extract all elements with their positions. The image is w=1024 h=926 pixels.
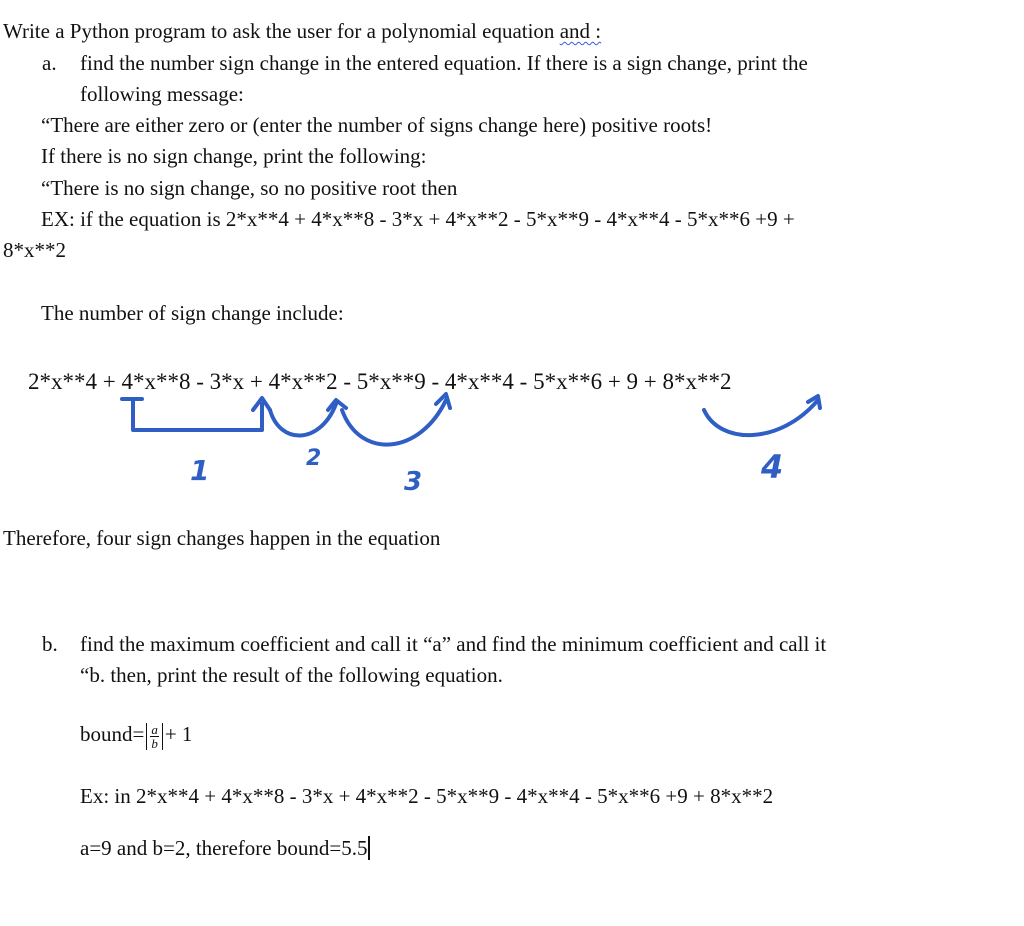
annotated-equation: 2*x**4 + 4*x**8 - 3*x + 4*x**2 - 5*x**9 - 4*x**4 - 5*x**6 + 9 + 8*x**2 [28, 369, 732, 394]
mark-label-2: 2 [306, 446, 322, 471]
part-b-example: Ex: in 2*x**4 + 4*x**8 - 3*x + 4*x**2 - 5*x**9 - 4*x**4 - 5*x**6 +9 + 8*x**2 [80, 784, 774, 808]
intro-text: Write a Python program to ask the user for a polynomial equation [3, 19, 560, 43]
result-text: a=9 and b=2, therefore bound=5.5 [80, 836, 368, 860]
mark-label-3: 3 [404, 467, 423, 497]
mark-label-1: 1 [190, 454, 210, 487]
sign-change-label: The number of sign change include: [41, 301, 344, 325]
part-b-line-1: find the maximum coefficient and call it “a” and find the minimum coefficient and call it [80, 632, 827, 656]
conclusion-text: Therefore, four sign changes happen in the equation [3, 526, 441, 550]
message-no-sign-change: “There is no sign change, so no positive root then [41, 176, 458, 200]
fraction-numerator: a [151, 721, 158, 737]
message-positive-roots: “There are either zero or (enter the number of signs change here) positive roots! [41, 113, 713, 137]
absolute-fraction [146, 723, 163, 750]
formula-lhs: bound= [80, 722, 145, 746]
fraction-denominator: b [151, 735, 158, 751]
bound-formula [80, 722, 192, 750]
part-a-line-1: find the number sign change in the entered equation. If there is a sign change, print the [80, 51, 808, 75]
sign-change-mark-2 [270, 404, 336, 436]
mark-label-4: 4 [761, 448, 784, 486]
part-b-marker: b. [42, 632, 58, 656]
formula-tail: + 1 [164, 722, 193, 746]
text-cursor [368, 836, 370, 860]
part-a-marker: a. [42, 51, 57, 75]
part-b-line-2: “b. then, print the result of the following equation. [80, 663, 503, 687]
example-equation-wrap: 8*x**2 [3, 238, 66, 262]
example-equation-line: EX: if the equation is 2*x**4 + 4*x**8 - 3*x + 4*x**2 - 5*x**9 - 4*x**4 - 5*x**6 +9 + [41, 207, 795, 231]
sign-change-mark-1 [122, 399, 262, 430]
sign-change-mark-4 [704, 400, 818, 435]
flagged-text: and : [559, 19, 602, 43]
part-a-line-2: following message: [80, 82, 244, 106]
no-sign-change-instruction: If there is no sign change, print the following: [41, 144, 427, 168]
sign-change-mark-3 [342, 400, 446, 445]
result-line [80, 836, 370, 860]
